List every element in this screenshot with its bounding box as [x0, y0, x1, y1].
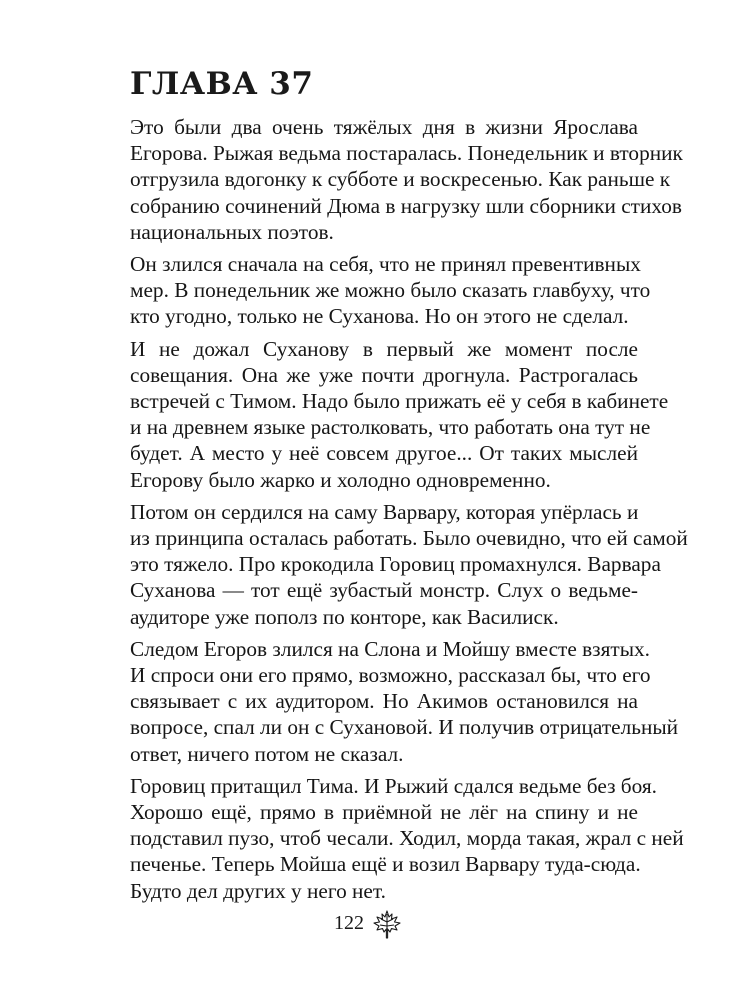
page-number: 122 [334, 912, 364, 934]
paragraph [130, 114, 683, 245]
text-line: и на древнем языке растолковать, что работать она тут не [130, 415, 651, 440]
text-line: аудиторе уже пополз по конторе, как Василиск. [130, 604, 559, 629]
page-footer [0, 908, 750, 948]
text-line: связывает с их аудитором. Но Акимов остановился на [130, 689, 638, 714]
text-line: это тяжело. Про крокодила Горовиц промахнулся. Варвара [130, 552, 661, 577]
paragraph [130, 251, 651, 330]
text-line: собранию сочинений Дюма в нагрузку шли сборники стихов [130, 193, 682, 218]
text-line: Будто дел других у него нет. [130, 878, 386, 903]
text-line: Суханова — тот ещё зубастый монстр. Слух о ведьме- [130, 578, 638, 603]
text-line: Хорошо ещё, прямо в приёмной не лёг на спину и не [130, 800, 638, 825]
text-line: будет. А место у неё совсем другое... От таких мыслей [130, 441, 638, 466]
text-line: встречей с Тимом. Надо было прижать её у себя в кабинете [130, 389, 669, 414]
text-line: И не дожал Суханову в первый же момент после [130, 336, 638, 361]
text-line: Следом Егоров злился на Слона и Мойшу вместе взятых. [130, 636, 650, 661]
body-text [130, 114, 688, 910]
text-line: национальных поэтов. [130, 219, 334, 244]
text-line: вопросе, спал ли он с Сухановой. И получив отрицательный [130, 715, 679, 740]
text-line: Это были два очень тяжёлых дня в жизни Ярослава [130, 115, 638, 139]
text-line: Горовиц притащил Тима. И Рыжий сдался ведьме без боя. [130, 773, 658, 798]
text-line: Егорова. Рыжая ведьма постаралась. Понедельник и вторник [130, 141, 683, 166]
text-line: Егорову было жарко и холодно одновременно. [130, 467, 551, 492]
text-line: кто угодно, только не Суханова. Но он этого не сделал. [130, 304, 629, 329]
text-line: совещания. Она же уже почти дрогнула. Растрогалась [130, 362, 638, 387]
paragraph [130, 636, 679, 767]
paragraph [130, 499, 688, 630]
text-line: из принципа осталась работать. Было очевидно, что ей самой [130, 526, 688, 551]
paragraph [130, 336, 669, 493]
text-line: печенье. Теперь Мойша ещё и возил Варвару туда-сюда. [130, 852, 641, 877]
text-line: мер. В понедельник же можно было сказать главбуху, что [130, 278, 651, 303]
text-line: ответ, ничего потом не сказал. [130, 741, 404, 766]
chapter-title: ГЛАВА 37 [130, 66, 314, 102]
text-line: Потом он сердился на саму Варвару, которая упёрлась и [130, 499, 639, 524]
paragraph [130, 773, 684, 904]
maple-leaf-icon [370, 908, 404, 942]
text-line: И спроси они его прямо, возможно, рассказал бы, что его [130, 663, 651, 688]
text-line: подставил пузо, чтоб чесали. Ходил, морда такая, жрал с ней [130, 826, 684, 851]
text-line: отгрузила вдогонку к субботе и воскресенью. Как раньше к [130, 167, 671, 192]
text-line: Он злился сначала на себя, что не принял превентивных [130, 252, 641, 277]
